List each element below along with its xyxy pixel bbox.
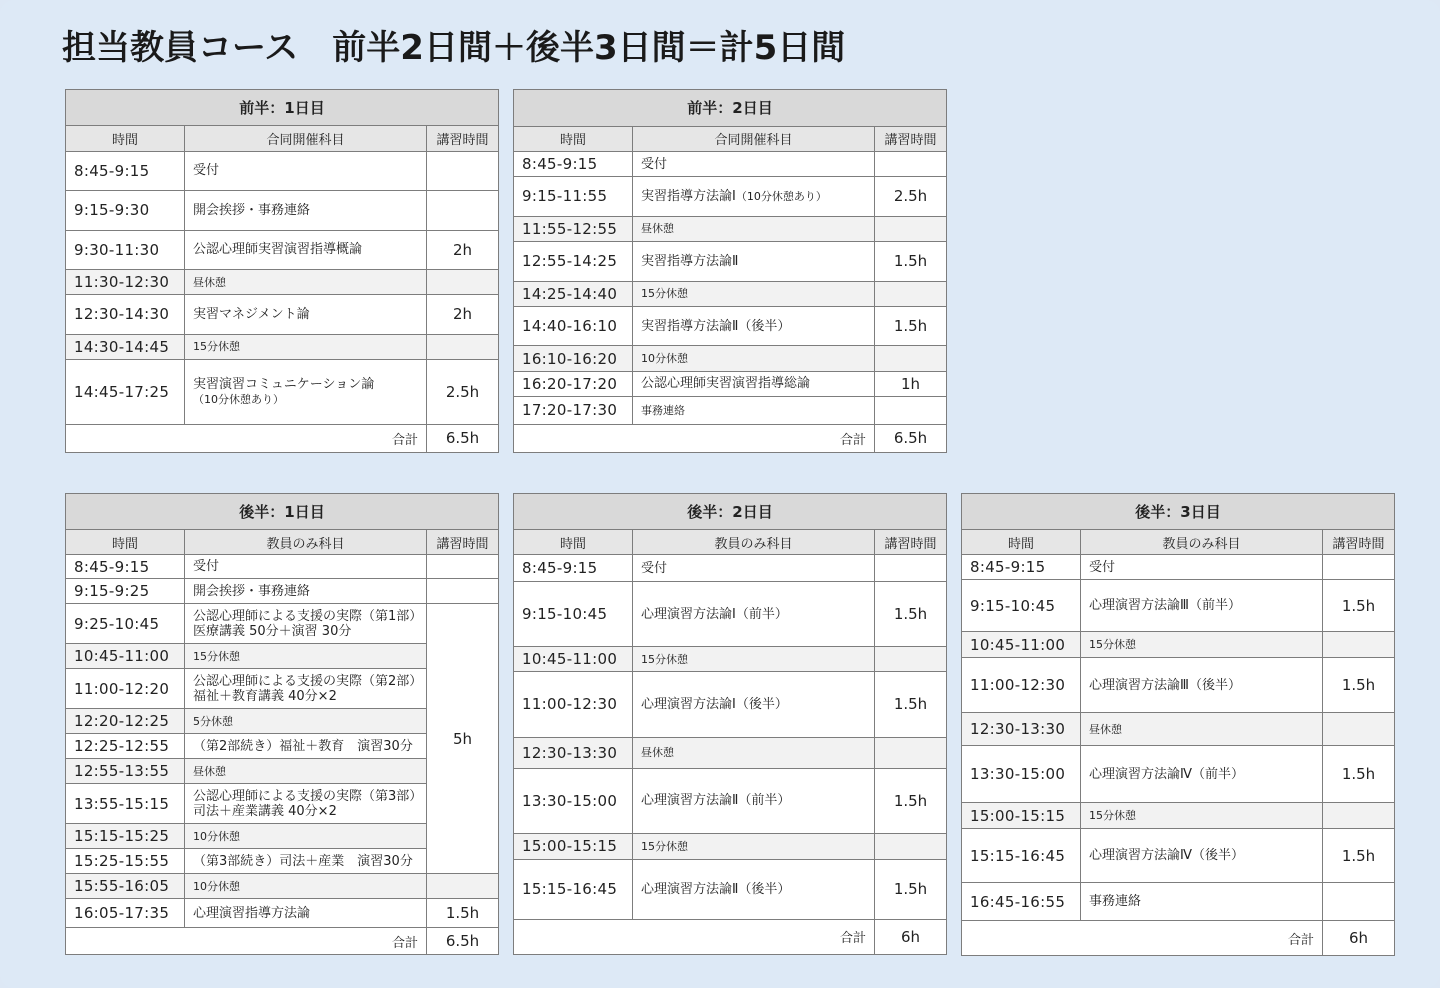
subject-cell: 開会挨拶・事務連絡 — [185, 579, 427, 604]
table-row — [514, 859, 947, 919]
column-header-subject: 教員のみ科目 — [633, 530, 875, 555]
hours-cell — [427, 334, 499, 359]
schedule-second-day2 — [513, 493, 947, 955]
schedule-first-day2 — [513, 89, 947, 453]
subject-cell: 昼休憩 — [1081, 713, 1323, 746]
total-label: 合計 — [66, 928, 427, 955]
time-cell: 16:45-16:55 — [962, 883, 1081, 921]
break-row — [514, 346, 947, 371]
column-header-hours: 講習時間 — [875, 530, 947, 555]
subject-note: （10分休憩あり） — [193, 392, 284, 406]
time-cell: 15:00-15:15 — [962, 803, 1081, 829]
hours-cell — [875, 833, 947, 859]
table-row — [514, 397, 947, 424]
subject-cell: 実習指導方法論Ⅱ — [633, 242, 875, 282]
hours-cell: 1.5h — [1323, 580, 1395, 632]
time-cell: 12:25-12:55 — [66, 734, 185, 759]
time-cell: 9:15-10:45 — [962, 580, 1081, 632]
subject-cell: 15分休憩 — [633, 647, 875, 672]
table-row — [66, 899, 499, 928]
hours-cell: 1.5h — [1323, 829, 1395, 883]
column-header-time: 時間 — [66, 530, 185, 555]
subject-cell: 心理演習方法論Ⅰ（後半） — [633, 672, 875, 737]
subject-cell — [185, 784, 427, 824]
table-title: 後半：1日目 — [66, 494, 499, 530]
hours-cell — [875, 281, 947, 306]
column-header-hours: 講習時間 — [875, 126, 947, 151]
column-header-time: 時間 — [514, 126, 633, 151]
total-row — [66, 424, 499, 452]
subject-cell — [185, 604, 427, 644]
subject-cell: 10分休憩 — [185, 874, 427, 899]
hours-cell: 1.5h — [875, 768, 947, 833]
subject-cell: 受付 — [185, 151, 427, 190]
total-label: 合計 — [514, 919, 875, 954]
hours-cell: 1.5h — [875, 672, 947, 737]
subject-cell: 受付 — [633, 151, 875, 176]
subject-cell: 心理演習方法論Ⅲ（後半） — [1081, 658, 1323, 713]
subject-cell: （第3部続き）司法＋産業 演習30分 — [185, 849, 427, 874]
subject-cell: 15分休憩 — [185, 334, 427, 359]
hours-cell — [427, 269, 499, 294]
table-row — [66, 555, 499, 579]
subject-text: 実習演習コミュニケーション論 — [193, 376, 375, 392]
hours-cell: 2h — [427, 230, 499, 269]
table-title: 後半：2日目 — [514, 494, 947, 530]
time-cell: 9:25-10:45 — [66, 604, 185, 644]
total-hours: 6.5h — [875, 424, 947, 452]
column-header-subject: 合同開催科目 — [633, 126, 875, 151]
subject-cell: 心理演習方法論Ⅲ（前半） — [1081, 580, 1323, 632]
time-cell: 12:30-13:30 — [962, 713, 1081, 746]
subject-cell: 心理演習方法論Ⅱ（前半） — [633, 768, 875, 833]
time-cell: 13:30-15:00 — [962, 746, 1081, 803]
table-row — [514, 177, 947, 217]
hours-cell — [1323, 555, 1395, 580]
subject-cell: 受付 — [633, 555, 875, 582]
subject-note: （10分休憩あり） — [735, 189, 827, 203]
subject-cell: 心理演習方法論Ⅰ（前半） — [633, 582, 875, 647]
table-row — [514, 151, 947, 176]
subject-cell — [185, 359, 427, 424]
table-row — [66, 191, 499, 230]
time-cell: 11:55-12:55 — [514, 216, 633, 241]
hours-cell — [1323, 632, 1395, 658]
table-title: 前半：1日目 — [66, 90, 499, 126]
subject-cell: 昼休憩 — [185, 269, 427, 294]
subject-cell: 実習マネジメント論 — [185, 295, 427, 334]
column-header-time: 時間 — [962, 530, 1081, 555]
table-row — [66, 151, 499, 190]
time-cell: 16:05-17:35 — [66, 899, 185, 928]
column-header-subject: 教員のみ科目 — [1081, 530, 1323, 555]
subject-cell: 15分休憩 — [633, 281, 875, 306]
subject-text: 公認心理師による支援の実際（第3部） — [193, 788, 423, 804]
time-cell: 13:55-15:15 — [66, 784, 185, 824]
column-header-time: 時間 — [514, 530, 633, 555]
hours-cell — [427, 151, 499, 190]
hours-cell — [875, 216, 947, 241]
subject-cell: 15分休憩 — [633, 833, 875, 859]
page-title: 担当教員コース 前半2日間＋後半3日間＝計5日間 — [62, 28, 846, 68]
subject-cell: 15分休憩 — [1081, 803, 1323, 829]
break-row — [514, 216, 947, 241]
table-row — [66, 604, 499, 644]
subject-cell: 昼休憩 — [633, 737, 875, 768]
table-title: 前半：2日目 — [514, 90, 947, 127]
hours-cell — [427, 579, 499, 604]
merged-hours-cell: 5h — [427, 604, 499, 874]
subject-cell: 昼休憩 — [633, 216, 875, 241]
subject-cell — [633, 177, 875, 217]
total-row — [66, 928, 499, 955]
time-cell: 8:45-9:15 — [66, 151, 185, 190]
column-header-hours: 講習時間 — [427, 126, 499, 151]
table-row — [514, 768, 947, 833]
time-cell: 9:15-9:30 — [66, 191, 185, 230]
subject-cell: 心理演習方法論Ⅳ（前半） — [1081, 746, 1323, 803]
hours-cell: 1.5h — [875, 306, 947, 346]
time-cell: 17:20-17:30 — [514, 397, 633, 424]
table-row — [514, 306, 947, 346]
table-row — [66, 295, 499, 334]
total-row — [514, 919, 947, 954]
hours-cell — [1323, 713, 1395, 746]
table-row — [66, 359, 499, 424]
time-cell: 10:45-11:00 — [962, 632, 1081, 658]
subject-cell: 事務連絡 — [1081, 883, 1323, 921]
table-row — [962, 580, 1395, 632]
time-cell: 12:30-13:30 — [514, 737, 633, 768]
hours-cell: 1.5h — [1323, 746, 1395, 803]
subject-text: 公認心理師による支援の実際（第2部） — [193, 673, 423, 689]
hours-cell: 2h — [427, 295, 499, 334]
table-row — [962, 829, 1395, 883]
time-cell: 9:15-10:45 — [514, 582, 633, 647]
total-label: 合計 — [66, 424, 427, 452]
table-row — [962, 883, 1395, 921]
table-row — [514, 555, 947, 582]
time-cell: 15:55-16:05 — [66, 874, 185, 899]
subject-cell: 5分休憩 — [185, 709, 427, 734]
time-cell: 8:45-9:15 — [514, 555, 633, 582]
hours-cell — [875, 555, 947, 582]
subject-cell: 心理演習方法論Ⅳ（後半） — [1081, 829, 1323, 883]
time-cell: 10:45-11:00 — [514, 647, 633, 672]
hours-cell — [427, 555, 499, 579]
hours-cell — [875, 346, 947, 371]
time-cell: 12:30-14:30 — [66, 295, 185, 334]
total-label: 合計 — [514, 424, 875, 452]
time-cell: 11:00-12:30 — [514, 672, 633, 737]
subject-cell: 開会挨拶・事務連絡 — [185, 191, 427, 230]
time-cell: 8:45-9:15 — [514, 151, 633, 176]
column-header-subject: 合同開催科目 — [185, 126, 427, 151]
column-header-hours: 講習時間 — [1323, 530, 1395, 555]
subject-cell: 受付 — [185, 555, 427, 579]
column-header-subject: 教員のみ科目 — [185, 530, 427, 555]
subject-cell: 心理演習指導方法論 — [185, 899, 427, 928]
hours-cell — [1323, 803, 1395, 829]
time-cell: 11:00-12:30 — [962, 658, 1081, 713]
time-cell: 9:15-11:55 — [514, 177, 633, 217]
subject-cell: 心理演習方法論Ⅱ（後半） — [633, 859, 875, 919]
hours-cell: 1h — [875, 371, 947, 396]
schedule-first-day1 — [65, 89, 499, 453]
time-cell: 15:15-16:45 — [962, 829, 1081, 883]
time-cell: 15:25-15:55 — [66, 849, 185, 874]
table-row — [66, 579, 499, 604]
time-cell: 10:45-11:00 — [66, 644, 185, 669]
time-cell: 12:55-13:55 — [66, 759, 185, 784]
subject-cell: 実習指導方法論Ⅱ（後半） — [633, 306, 875, 346]
subject-cell: 10分休憩 — [185, 824, 427, 849]
hours-cell — [427, 874, 499, 899]
time-cell: 11:30-12:30 — [66, 269, 185, 294]
break-row — [66, 874, 499, 899]
total-hours: 6.5h — [427, 928, 499, 955]
time-cell: 13:30-15:00 — [514, 768, 633, 833]
break-row — [514, 281, 947, 306]
break-row — [962, 803, 1395, 829]
hours-cell: 1.5h — [1323, 658, 1395, 713]
break-row — [514, 833, 947, 859]
break-row — [514, 737, 947, 768]
time-cell: 15:15-16:45 — [514, 859, 633, 919]
time-cell: 8:45-9:15 — [66, 555, 185, 579]
time-cell: 12:20-12:25 — [66, 709, 185, 734]
schedule-second-day1 — [65, 493, 499, 955]
hours-cell — [875, 397, 947, 424]
time-cell: 12:55-14:25 — [514, 242, 633, 282]
column-header-hours: 講習時間 — [427, 530, 499, 555]
subject-cell: 公認心理師実習演習指導総論 — [633, 371, 875, 396]
subject-cell: 公認心理師実習演習指導概論 — [185, 230, 427, 269]
subject-cell: 事務連絡 — [633, 397, 875, 424]
hours-cell: 2.5h — [875, 177, 947, 217]
subject-text: 公認心理師による支援の実際（第1部） — [193, 608, 423, 624]
time-cell: 14:45-17:25 — [66, 359, 185, 424]
time-cell: 16:20-17:20 — [514, 371, 633, 396]
hours-cell: 1.5h — [875, 859, 947, 919]
subject-detail: 福祉＋教育講義 40分×2 — [193, 688, 337, 704]
schedule-second-day3 — [961, 493, 1395, 956]
subject-detail: 司法＋産業講義 40分×2 — [193, 803, 337, 819]
time-cell: 15:15-15:25 — [66, 824, 185, 849]
subject-cell: 15分休憩 — [185, 644, 427, 669]
time-cell: 15:00-15:15 — [514, 833, 633, 859]
table-row — [514, 242, 947, 282]
break-row — [66, 269, 499, 294]
table-row — [66, 230, 499, 269]
hours-cell — [875, 737, 947, 768]
total-row — [962, 921, 1395, 956]
total-label: 合計 — [962, 921, 1323, 956]
table-row — [514, 672, 947, 737]
subject-detail: 医療講義 50分＋演習 30分 — [193, 623, 352, 639]
hours-cell — [875, 647, 947, 672]
table-row — [514, 582, 947, 647]
hours-cell — [1323, 883, 1395, 921]
hours-cell: 2.5h — [427, 359, 499, 424]
subject-text: 実習指導方法論Ⅰ — [641, 188, 736, 204]
column-header-time: 時間 — [66, 126, 185, 151]
time-cell: 8:45-9:15 — [962, 555, 1081, 580]
time-cell: 16:10-16:20 — [514, 346, 633, 371]
table-row — [962, 555, 1395, 580]
break-row — [514, 647, 947, 672]
table-row — [962, 746, 1395, 803]
hours-cell: 1.5h — [875, 582, 947, 647]
total-row — [514, 424, 947, 452]
subject-cell: （第2部続き）福祉＋教育 演習30分 — [185, 734, 427, 759]
table-row — [962, 658, 1395, 713]
hours-cell: 1.5h — [427, 899, 499, 928]
time-cell: 14:40-16:10 — [514, 306, 633, 346]
total-hours: 6.5h — [427, 424, 499, 452]
hours-cell — [875, 151, 947, 176]
time-cell: 9:30-11:30 — [66, 230, 185, 269]
time-cell: 11:00-12:20 — [66, 669, 185, 709]
time-cell: 14:30-14:45 — [66, 334, 185, 359]
hours-cell — [427, 191, 499, 230]
time-cell: 9:15-9:25 — [66, 579, 185, 604]
break-row — [962, 632, 1395, 658]
subject-cell: 受付 — [1081, 555, 1323, 580]
total-hours: 6h — [875, 919, 947, 954]
table-row — [514, 371, 947, 396]
subject-cell: 昼休憩 — [185, 759, 427, 784]
break-row — [66, 334, 499, 359]
hours-cell: 1.5h — [875, 242, 947, 282]
subject-cell: 15分休憩 — [1081, 632, 1323, 658]
total-hours: 6h — [1323, 921, 1395, 956]
break-row — [962, 713, 1395, 746]
time-cell: 14:25-14:40 — [514, 281, 633, 306]
subject-cell: 10分休憩 — [633, 346, 875, 371]
table-title: 後半：3日目 — [962, 494, 1395, 530]
subject-cell — [185, 669, 427, 709]
